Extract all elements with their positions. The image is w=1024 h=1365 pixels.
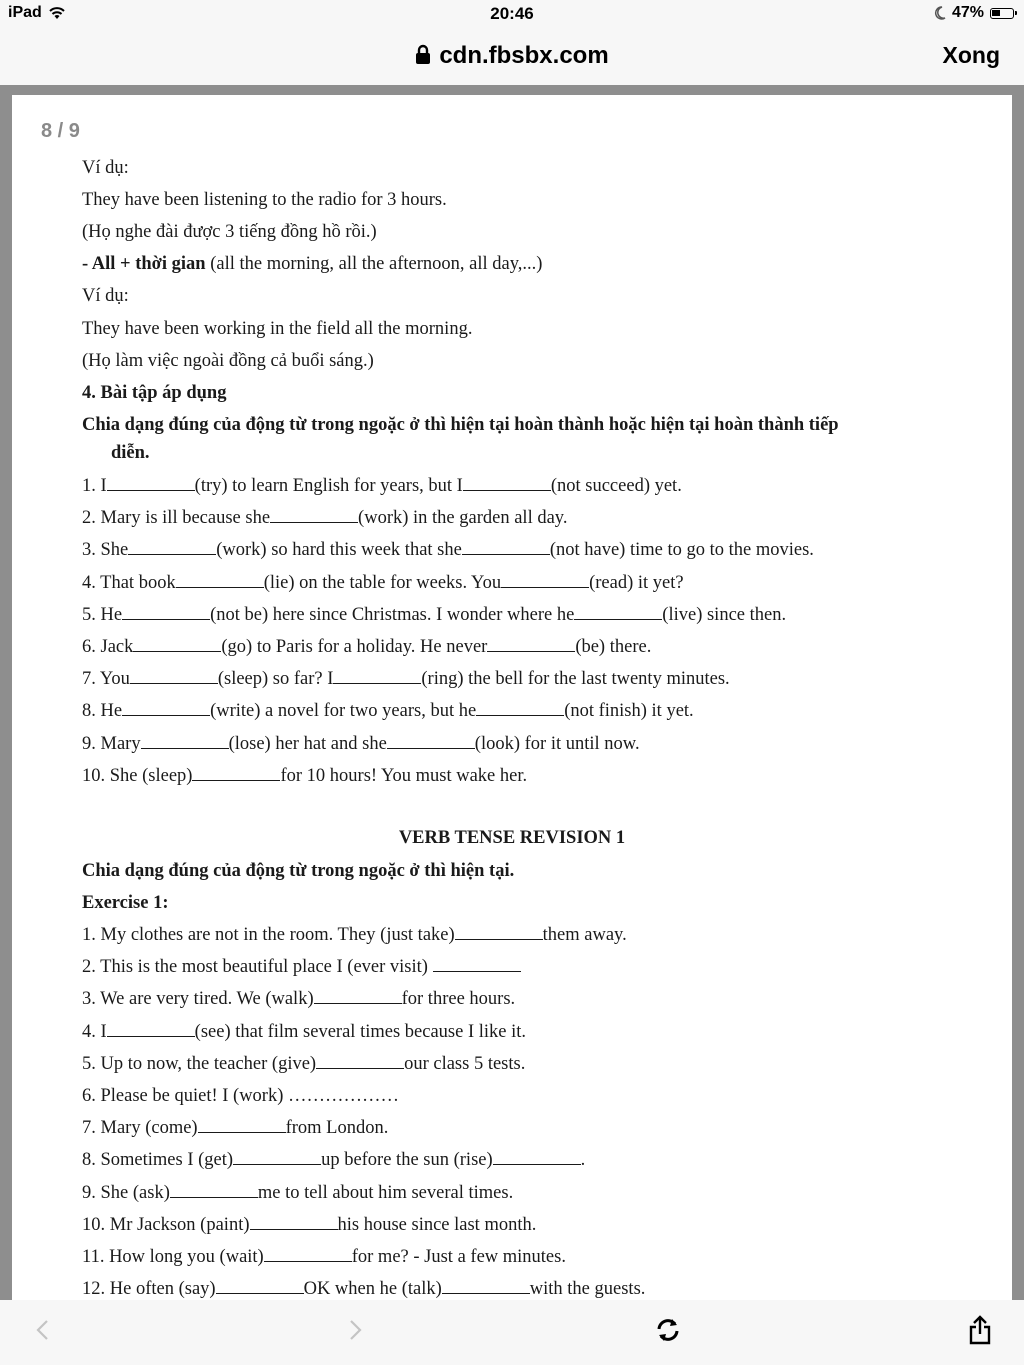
item-text: (not succeed) yet. xyxy=(550,476,682,496)
answer-blank xyxy=(130,669,218,684)
item-text: 1. I xyxy=(82,476,107,496)
answer-blank xyxy=(250,1215,338,1230)
item-text: (lose) her hat and she xyxy=(228,733,387,754)
item-text: me to tell about him several times. xyxy=(257,1182,514,1203)
url-text: cdn.fbsbx.com xyxy=(439,42,609,69)
item-text: (lie) on the table for weeks. You xyxy=(263,572,502,593)
answer-blank xyxy=(387,734,475,749)
item-text: (work) in the garden all day. xyxy=(358,508,568,529)
example-label: Ví dụ: xyxy=(82,286,129,306)
item-text: 3. We are very tired. We (walk) xyxy=(82,989,314,1010)
exercise-a-item xyxy=(82,540,814,561)
example-label: Ví dụ: xyxy=(82,158,129,178)
item-text: his house since last month. xyxy=(337,1214,537,1235)
instruction: Chia dạng đúng của động từ trong ngoặc ở thì hiện tại hoàn thành hoặc hiện tại hoàn thành tiếp xyxy=(82,415,839,435)
item-text: (go) to Paris for a holiday. He never xyxy=(221,637,488,657)
answer-blank xyxy=(270,508,358,523)
chevron-right-icon[interactable] xyxy=(340,1314,372,1346)
item-text: 10. Mr Jackson (paint) xyxy=(82,1214,250,1235)
address-bar xyxy=(0,30,1024,85)
section-heading: 4. Bài tập áp dụng xyxy=(82,383,227,403)
document-page xyxy=(12,95,1012,1300)
example-sentence: They have been working in the field all the morning. xyxy=(82,319,473,339)
answer-blank xyxy=(107,476,195,491)
item-text: our class 5 tests. xyxy=(404,1053,526,1074)
exercise-b-item xyxy=(82,1279,645,1300)
item-text: 6. Please be quiet! I (work) ……………… xyxy=(82,1086,400,1106)
answer-blank xyxy=(198,1118,286,1133)
item-text: 11. How long you (wait) xyxy=(82,1247,264,1267)
item-text: for me? - Just a few minutes. xyxy=(351,1247,566,1267)
exercise-b-item xyxy=(82,1086,399,1107)
exercise-a-item xyxy=(82,701,694,722)
lock-icon xyxy=(415,44,431,65)
url-display[interactable] xyxy=(0,42,1024,70)
item-text: (read) it yet? xyxy=(589,572,684,593)
device-name: iPad xyxy=(8,4,42,21)
reload-icon[interactable] xyxy=(652,1314,684,1346)
answer-blank xyxy=(176,573,264,588)
item-text: (not be) here since Christmas. I wonder where he xyxy=(210,604,575,625)
item-text: (not finish) it yet. xyxy=(564,701,694,722)
exercise-a-item xyxy=(82,605,786,626)
answer-blank xyxy=(316,1054,404,1069)
item-text: 2. This is the most beautiful place I (ever visit) xyxy=(82,957,433,978)
answer-blank xyxy=(462,540,550,555)
item-text: 7. You xyxy=(82,669,130,690)
exercise-a-item xyxy=(82,734,640,755)
example-translation: (Họ nghe đài được 3 tiếng đồng hồ rồi.) xyxy=(82,222,377,242)
item-text: (live) since then. xyxy=(662,604,787,625)
item-text: 1. My clothes are not in the room. They (just take) xyxy=(82,925,455,945)
answer-blank xyxy=(476,701,564,716)
item-text: for three hours. xyxy=(401,989,516,1010)
exercise-a-item xyxy=(82,508,567,529)
exercise-a-item xyxy=(82,476,682,497)
answer-blank xyxy=(216,1279,304,1294)
item-text: 8. Sometimes I (get) xyxy=(82,1150,234,1171)
done-button[interactable]: Xong xyxy=(942,42,1000,68)
answer-blank xyxy=(314,989,402,1004)
answer-blank xyxy=(233,1150,321,1165)
example-translation: (Họ làm việc ngoài đồng cả buổi sáng.) xyxy=(82,351,374,371)
exercise-b-item xyxy=(82,1247,566,1268)
answer-blank xyxy=(192,766,280,781)
clock: 20:46 xyxy=(490,4,534,23)
answer-blank xyxy=(455,925,543,940)
item-text: (work) so hard this week that she xyxy=(216,540,462,561)
moon-icon xyxy=(934,6,946,20)
exercise-b-item xyxy=(82,1022,526,1043)
answer-blank xyxy=(107,1022,195,1037)
item-text: 9. Mary xyxy=(82,733,141,754)
exercise-b-item xyxy=(82,1054,525,1075)
answer-blank xyxy=(463,476,551,491)
item-text: 10. She (sleep) xyxy=(82,765,193,786)
item-text: 5. He xyxy=(82,604,123,625)
item-text: 12. He often (say) xyxy=(82,1279,216,1300)
rule-prefix: - All + thời gian xyxy=(82,254,206,274)
item-text: (not have) time to go to the movies. xyxy=(549,540,814,561)
exercise-b-item xyxy=(82,1183,513,1204)
item-text: them away. xyxy=(542,925,627,945)
exercise-b-item xyxy=(82,1215,536,1236)
exercise-b-item xyxy=(82,1150,585,1171)
answer-blank xyxy=(433,957,521,972)
item-text: (write) a novel for two years, but he xyxy=(210,701,477,722)
item-text: 9. She (ask) xyxy=(82,1182,170,1203)
item-text: from London. xyxy=(285,1118,389,1139)
item-text: (try) to learn English for years, but I xyxy=(194,476,463,496)
answer-blank xyxy=(487,637,575,652)
exercise-b-item xyxy=(82,1118,388,1139)
status-bar xyxy=(0,0,1024,30)
exercise-b-item xyxy=(82,925,627,946)
rule-line xyxy=(82,254,542,275)
exercise-a-item xyxy=(82,669,730,690)
answer-blank xyxy=(333,669,421,684)
answer-blank xyxy=(170,1183,258,1198)
exercise-a-item xyxy=(82,573,684,594)
item-text: (ring) the bell for the last twenty minutes. xyxy=(421,669,730,690)
answer-blank xyxy=(141,734,229,749)
item-text: 8. He xyxy=(82,701,123,722)
item-text: (be) there. xyxy=(575,637,652,657)
instruction-continued: diễn. xyxy=(111,443,150,463)
answer-blank xyxy=(442,1279,530,1294)
item-text: (sleep) so far? I xyxy=(217,669,334,690)
document-viewer[interactable] xyxy=(0,85,1024,1300)
revision-title: VERB TENSE REVISION 1 xyxy=(398,828,626,848)
answer-blank xyxy=(501,573,589,588)
item-text: 4. I xyxy=(82,1021,107,1042)
page-indicator: 8 / 9 xyxy=(41,120,80,142)
item-text: OK when he (talk) xyxy=(303,1279,442,1300)
share-icon[interactable] xyxy=(964,1314,996,1346)
item-text: . xyxy=(580,1150,586,1171)
answer-blank xyxy=(122,605,210,620)
item-text: (look) for it until now. xyxy=(474,733,640,754)
item-text: 2. Mary is ill because she xyxy=(82,508,271,529)
item-text: 3. She xyxy=(82,540,129,561)
answer-blank xyxy=(264,1247,352,1262)
item-text: up before the sun (rise) xyxy=(321,1150,493,1171)
status-right xyxy=(934,4,1014,22)
rule-text: (all the morning, all the afternoon, all day,...) xyxy=(210,254,543,274)
answer-blank xyxy=(133,637,221,652)
answer-blank xyxy=(122,701,210,716)
item-text: with the guests. xyxy=(529,1279,646,1300)
exercise-a-item xyxy=(82,766,527,787)
battery-icon xyxy=(990,8,1014,19)
exercise-a-item xyxy=(82,637,651,658)
answer-blank xyxy=(493,1150,581,1165)
exercise-b-item xyxy=(82,957,521,978)
example-sentence: They have been listening to the radio for 3 hours. xyxy=(82,190,447,210)
item-text: 7. Mary (come) xyxy=(82,1118,198,1139)
exercise-b-item xyxy=(82,989,515,1010)
item-text: 6. Jack xyxy=(82,637,134,657)
battery-percent: 47% xyxy=(951,4,984,21)
instruction-2: Chia dạng đúng của động từ trong ngoặc ở thì hiện tại. xyxy=(82,861,515,881)
bottom-toolbar xyxy=(0,1300,1024,1365)
item-text: for 10 hours! You must wake her. xyxy=(280,765,528,786)
item-text: 5. Up to now, the teacher (give) xyxy=(82,1053,317,1074)
exercise-label: Exercise 1: xyxy=(82,893,169,913)
answer-blank xyxy=(128,540,216,555)
answer-blank xyxy=(574,605,662,620)
chevron-left-icon[interactable] xyxy=(26,1314,58,1346)
item-text: 4. That book xyxy=(82,572,176,593)
item-text: (see) that film several times because I like it. xyxy=(194,1021,527,1042)
